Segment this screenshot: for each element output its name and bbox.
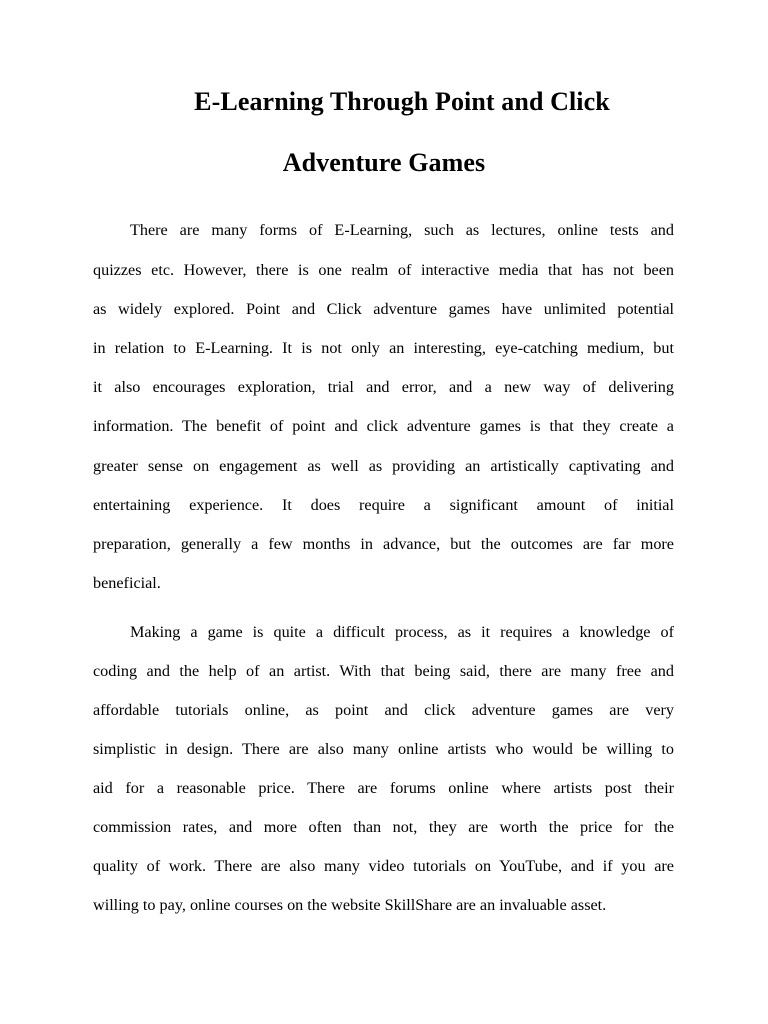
paragraph-line: greater sense on engagement as well as providing an artistically captivating and xyxy=(93,457,674,475)
paragraph-line: aid for a reasonable price. There are forums online where artists post their xyxy=(93,779,674,797)
document-title-line-2: Adventure Games xyxy=(282,148,486,177)
paragraph-line: quality of work. There are also many video tutorials on YouTube, and if you are xyxy=(93,857,674,875)
paragraph-line: beneficial. xyxy=(93,574,161,592)
paragraph-line: There are many forms of E-Learning, such as lectures, online tests and xyxy=(130,221,674,239)
paragraph-line: information. The benefit of point and click adventure games is that they create a xyxy=(93,417,674,435)
paragraph-line: entertaining experience. It does require a significant amount of initial xyxy=(93,496,674,514)
paragraph-line: commission rates, and more often than not, they are worth the price for the xyxy=(93,818,674,836)
document-title-line-1: E-Learning Through Point and Click xyxy=(194,87,610,116)
paragraph-line: Making a game is quite a difficult process, as it requires a knowledge of xyxy=(130,623,674,641)
paragraph-line: simplistic in design. There are also many online artists who would be willing to xyxy=(93,740,674,758)
paragraph-line: affordable tutorials online, as point and click adventure games are very xyxy=(93,701,674,719)
paragraph-line: in relation to E-Learning. It is not only an interesting, eye-catching medium, but xyxy=(93,339,674,357)
paragraph-line: it also encourages exploration, trial and error, and a new way of delivering xyxy=(93,378,674,396)
paragraph-line: preparation, generally a few months in advance, but the outcomes are far more xyxy=(93,535,674,553)
paragraph-line: coding and the help of an artist. With that being said, there are many free and xyxy=(93,662,674,680)
paragraph-line: as widely explored. Point and Click adventure games have unlimited potential xyxy=(93,300,674,318)
paragraph-line: willing to pay, online courses on the website SkillShare are an invaluable asset. xyxy=(93,896,607,914)
paragraph-line: quizzes etc. However, there is one realm of interactive media that has not been xyxy=(93,261,674,279)
